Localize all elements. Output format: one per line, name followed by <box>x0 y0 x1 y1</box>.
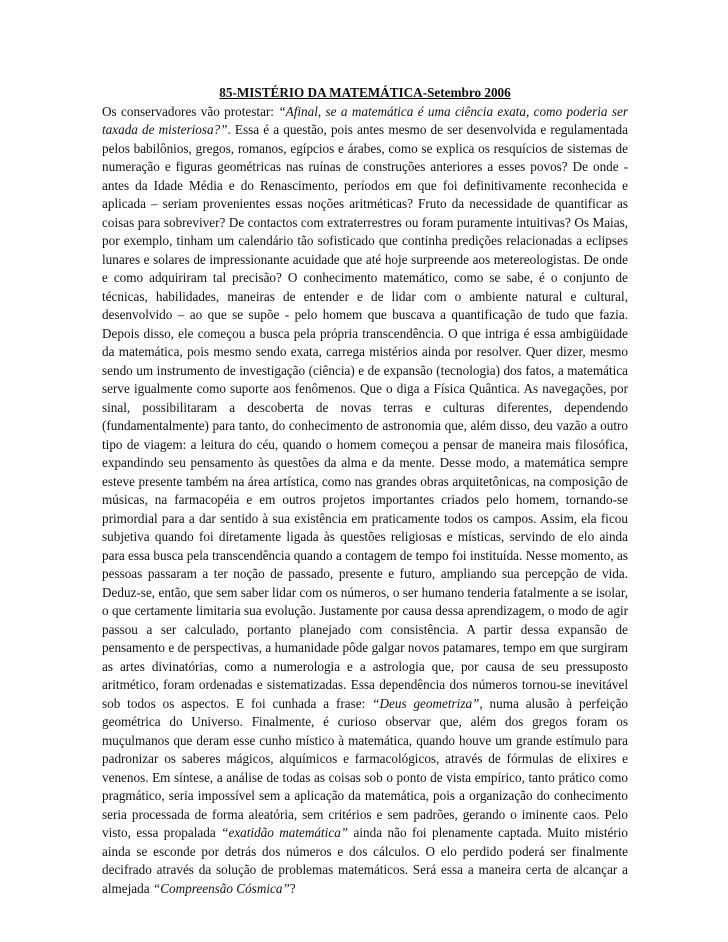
quote-exatidao-matematica: “exatidão matemática” <box>221 825 349 840</box>
document-body <box>102 103 628 899</box>
body-segment: Os conservadores vão protestar: <box>102 103 279 119</box>
body-segment: ? <box>289 880 296 896</box>
body-segment: . Essa é a questão, pois antes mesmo de ser desenvolvida e regulamentada pelos babilônios, gregos, romanos, egípcios e árabes, como se explica os resquícios de sistemas de numeração e figuras geométricas nas ruínas de construções anteriores a esses povos? De onde - antes da Idade Média e do Renascimento, períodos em que foi definitivamente reconhecida e aplicada – seriam provenientes essas noções aritméticas? Fruto da necessidade de quantificar as coisas para sobreviver? De contactos com extraterrestres ou foram puramente intuitivas? Os Maias, por exemplo, tinham um calendário tão sofisticado que continha predições relacionadas a eclipses lunares e solares de impressionante acuidade que até hoje surpreende aos metereologistas. De onde e como adquiriram tal precisão? O conhecimento matemático, como se sabe, é o conjunto de técnicas, habilidades, maneiras de entender e de lidar com o ambiente natural e cultural, desenvolvido – ao que se supõe - pelo homem que buscava a quantificação de tudo que fazia. Depois disso, ele começou a busca pela própria transcendência. O que intriga é essa ambigüidade da matemática, pois mesmo sendo exata, carrega mistérios ainda por resolver. Quer dizer, mesmo sendo um instrumento de investigação (ciência) e de expansão (tecnologia) dos fatos, a matemática serve igualmente como suporte aos fenômenos. Que o diga a Física Quântica. As navegações, por sinal, possibilitaram a descoberta de novas terras e culturas diferentes, dependendo (fundamentalmente) para tanto, do conhecimento de astronomia que, além disso, deu vazão a outro tipo de viagem: a leitura do céu, quando o homem começou a pensar de maneira mais filosófica, expandindo seu pensamento às questões da alma e da mente. Desse modo, a matemática sempre esteve presente também na área artística, como nas grandes obras arquitetônicas, na composição de músicas, na farmacopéia e em outros projetos importantes criados pelo homem, tornando-se primordial para a dar sentido à sua existência em praticamente todos os campos. Assim, ela ficou subjetiva quando foi diretamente ligada às questões religiosas e místicas, servindo de elo ainda para essa busca pela transcendência quando a contagem de tempo foi instituída. Nesse momento, as pessoas passaram a ter noção de passado, presente e futuro, ampliando sua percepção de vida. Deduz-se, então, que sem saber lidar com os números, o ser humano tenderia fatalmente a se isolar, o que certamente limitaria sua evolução. Justamente por causa dessa aprendizagem, o modo de agir passou a ser calculado, portanto planejado com consistência. A partir dessa expansão de pensamento e de perspectivas, a humanidade pôde galgar novos patamares, tempo em que surgiram as artes divinatórias, como a numerologia e a astrologia que, por causa de seu pressuposto aritmético, foram ordenadas e sistematizadas. Essa dependência dos números tornou-se inevitável sob todos os aspectos. E foi cunhada a frase: <box>102 122 628 711</box>
quote-deus-geometriza: “Deus geometriza” <box>372 695 480 711</box>
document-page <box>102 84 628 898</box>
body-segment: , numa alusão à perfeição geométrica do Universo. Finalmente, é curioso observar que, além dos gregos foram os muçulmanos que deram esse cunho místico à matemática, quando houve um grande estímulo para padronizar os saberes mágicos, alquímicos e farmacológicos, através de fórmulas de elixires e venenos. Em síntese, a análise de todas as coisas sob o ponto de vista empírico, tanto prático como pragmático, seria impossível sem a aplicação da matemática, pois a organização do conhecimento seria processada de forma aleatória, sem critérios e sem padrões, gerando o iminente caos. Pelo visto, essa propalada <box>102 695 629 840</box>
document-title: 85-MISTÉRIO DA MATEMÁTICA-Setembro 2006 <box>219 85 511 100</box>
body-segment: ainda não foi plenamente captada. Muito mistério ainda se esconde por detrás dos números e dos cálculos. O elo perdido poderá ser finalmente decifrado através da solução de problemas matemáticos. Será essa a maneira certa de alcançar a almejada <box>102 825 629 896</box>
quote-afinal: “Afinal, se a matemática é uma ciência exata, como poderia ser taxada de misteriosa?” <box>102 103 628 137</box>
quote-compreensao-cosmica: “Compreensão Cósmica” <box>152 880 290 896</box>
